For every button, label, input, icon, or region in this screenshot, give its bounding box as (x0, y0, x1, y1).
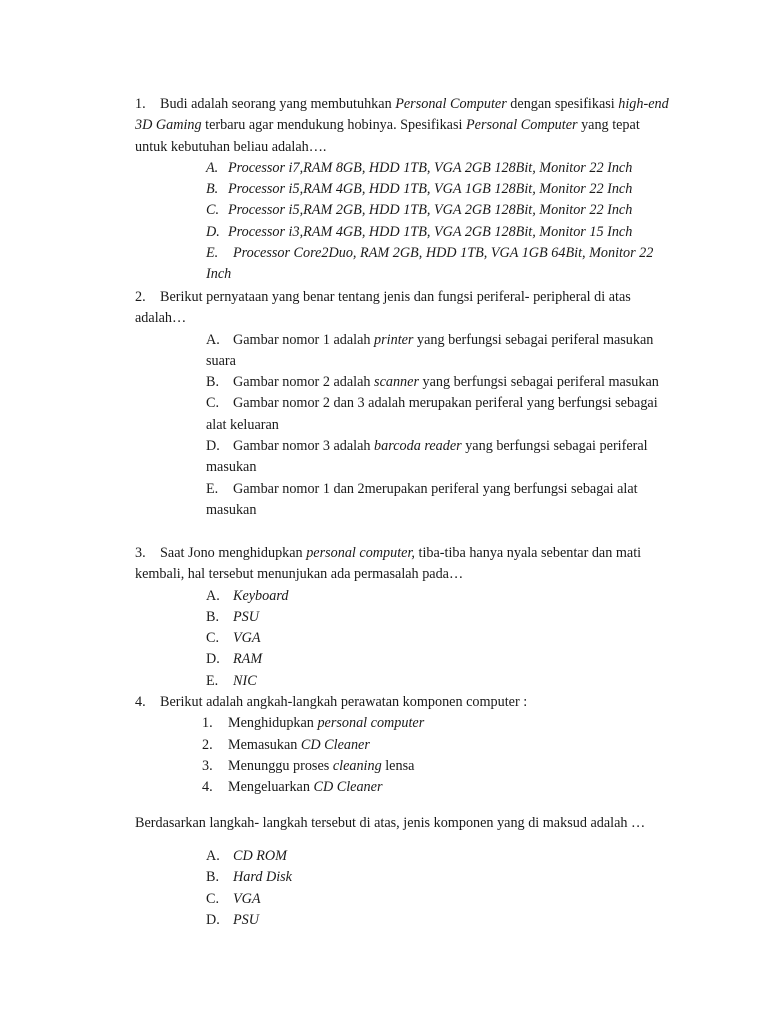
option-a: A. Keyboard (206, 587, 289, 604)
option-c: C. VGA (206, 630, 261, 647)
question-number: 2. (135, 289, 146, 305)
question-stem: 3. Saat Jono menghidupkan personal computer, tiba-tiba hanya nyala sebentar dan mati kembali, hal tersebut menunjukan ada permasalah pada… (135, 545, 642, 583)
question-number: 1. (135, 96, 146, 112)
question-3 (135, 543, 675, 692)
option-c: C. Processor i5,RAM 2GB, HDD 1TB, VGA 2GB 128Bit, Monitor 22 Inch (206, 202, 633, 219)
question-stem: 4. Berikut adalah angkah-langkah perawatan komponen computer : (135, 692, 675, 713)
question-stem: 1. Budi adalah seorang yang membutuhkan Personal Computer dengan spesifikasi high-end 3D Gaming terbaru agar mendukung hobinya. Spesifikasi Personal Computer yang tepat untuk kebutuhan beliau adalah…. (135, 96, 669, 155)
option-e: E. Processor Core2Duo, RAM 2GB, HDD 1TB, VGA 1GB 64Bit, Monitor 22 Inch (206, 245, 654, 283)
question-4-followup: Berdasarkan langkah- langkah tersebut di atas, jenis komponen yang di maksud adalah … (135, 815, 646, 831)
option-d: D. RAM (206, 651, 263, 668)
option-b: B. PSU (206, 608, 260, 625)
question-1 (135, 94, 675, 286)
option-b: B. Gambar nomor 2 adalah scanner yang berfungsi sebagai periferal masukan (206, 374, 659, 391)
question-4 (135, 692, 675, 798)
question-2 (135, 287, 675, 521)
option-d: D. Gambar nomor 3 adalah barcoda reader yang berfungsi sebagai periferal masukan (206, 438, 648, 476)
option-a: A. Processor i7,RAM 8GB, HDD 1TB, VGA 2GB 128Bit, Monitor 22 Inch (206, 159, 633, 176)
option-c: C. Gambar nomor 2 dan 3 adalah merupakan periferal yang berfungsi sebagai alat keluaran (206, 395, 658, 433)
step-2: 2. Memasukan CD Cleaner (202, 736, 370, 753)
question-number: 3. (135, 545, 146, 561)
question-number: 4. (135, 694, 146, 710)
option-b: B. Hard Disk (206, 869, 292, 886)
option-c: C. VGA (206, 890, 261, 907)
step-4: 4. Mengeluarkan CD Cleaner (202, 779, 383, 796)
question-stem: 2. Berikut pernyataan yang benar tentang jenis dan fungsi periferal- peripheral di atas adalah… (135, 289, 631, 327)
step-1: 1. Menghidupkan personal computer (202, 715, 425, 732)
option-d: D. Processor i3,RAM 4GB, HDD 1TB, VGA 2GB 128Bit, Monitor 15 Inch (206, 223, 633, 240)
question-4-options (135, 846, 675, 931)
option-e: E. NIC (206, 672, 257, 689)
option-a: A. CD ROM (206, 848, 287, 864)
option-d: D. PSU (206, 911, 260, 928)
option-a: A. Gambar nomor 1 adalah printer yang berfungsi sebagai periferal masukan suara (206, 331, 654, 369)
option-e: E. Gambar nomor 1 dan 2merupakan periferal yang berfungsi sebagai alat masukan (206, 480, 638, 518)
step-3: 3. Menunggu proses cleaning lensa (202, 757, 415, 774)
option-b: B. Processor i5,RAM 4GB, HDD 1TB, VGA 1GB 128Bit, Monitor 22 Inch (206, 181, 633, 198)
